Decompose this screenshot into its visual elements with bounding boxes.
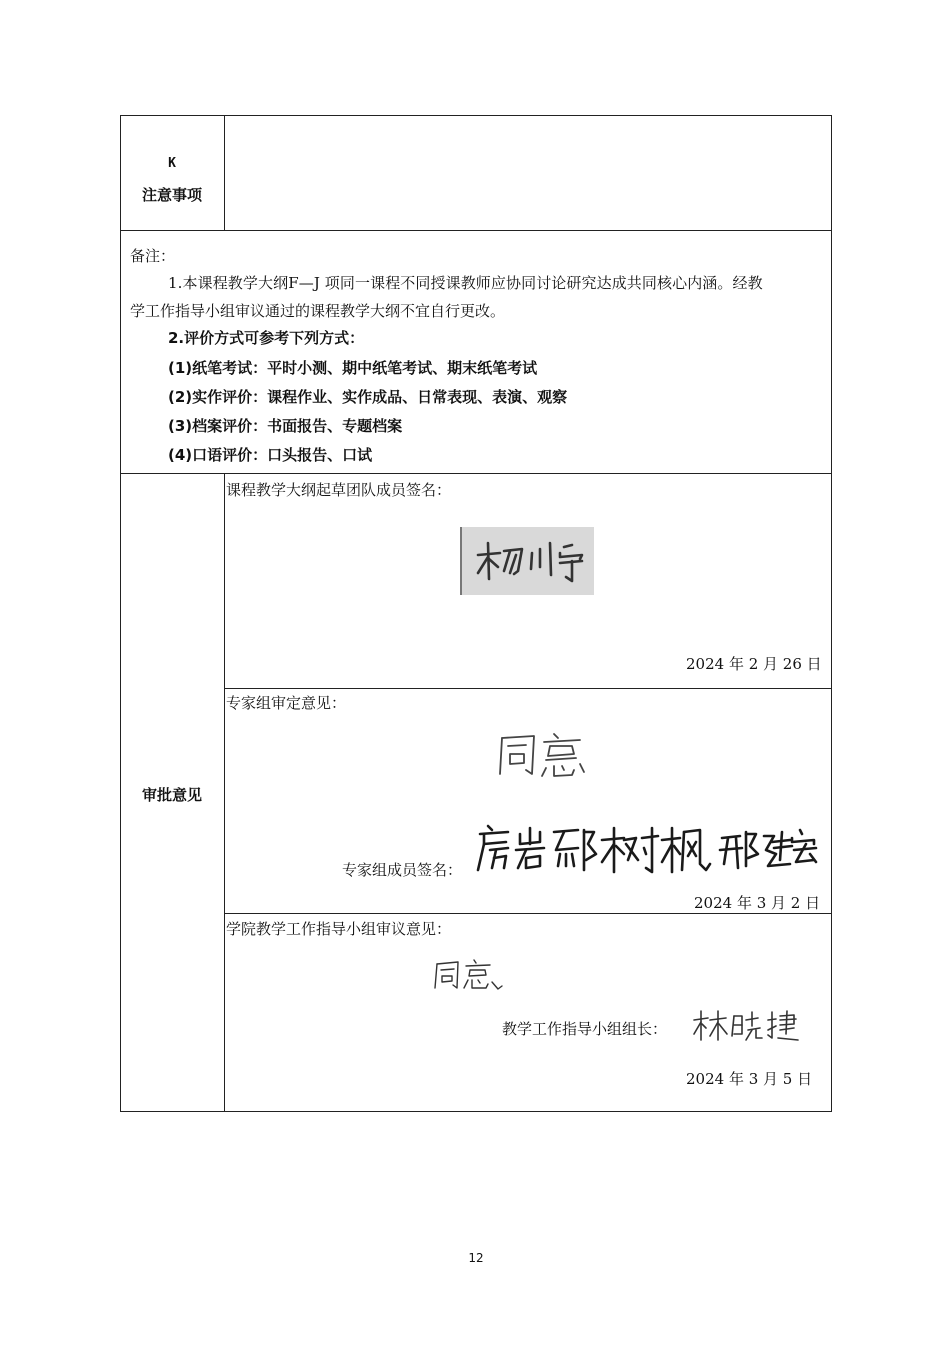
method-item: (2)实作评价：课程作业、实作成品、日常表现、表演、观察 xyxy=(168,388,568,406)
row-divider-2 xyxy=(120,473,832,474)
row-divider-4 xyxy=(224,913,832,914)
table-right-border xyxy=(831,115,832,1112)
remarks-item2: 2.评价方式可参考下列方式： xyxy=(168,329,365,347)
approval-label: 审批意见 xyxy=(141,786,202,804)
drafting-date: 2024 年 2 月 26 日 xyxy=(686,655,822,673)
method-item: (1)纸笔考试：平时小测、期中纸笔考试、期末纸笔考试 xyxy=(168,359,538,377)
method-item: (4)口语评价：口头报告、口试 xyxy=(168,446,373,464)
table-left-border xyxy=(120,115,121,1112)
drafting-team-label: 课程教学大纲起草团队成员签名： xyxy=(226,481,452,499)
expert-members-handwriting xyxy=(474,820,820,880)
method-item: (3)档案评价：书面报告、专题档案 xyxy=(168,417,403,435)
remarks-heading: 备注： xyxy=(130,247,176,265)
approval-divider xyxy=(224,474,225,1112)
table-bottom-border xyxy=(120,1111,832,1112)
remarks-item1-line2: 学工作指导小组审议通过的课程教学大纲不宜自行更改。 xyxy=(130,302,506,320)
drafting-signature-image xyxy=(460,527,594,595)
remarks-item1-line1: 1.本课程教学大纲F—J 项同一课程不同授课教师应协同讨论研究达成共同核心内涵。经教 xyxy=(168,274,763,292)
college-date: 2024 年 3 月 5 日 xyxy=(686,1070,813,1088)
college-leader-label: 教学工作指导小组组长： xyxy=(502,1020,668,1038)
section-k-title: 注意事项 xyxy=(141,186,202,204)
row-divider-1 xyxy=(120,230,832,231)
section-k-content[interactable] xyxy=(225,116,831,230)
expert-members-label: 专家组成员签名： xyxy=(342,861,463,879)
page-number: 12 xyxy=(468,1251,484,1265)
expert-date: 2024 年 3 月 2 日 xyxy=(694,894,821,912)
expert-opinion-handwriting xyxy=(496,730,596,780)
college-opinion-label: 学院教学工作指导小组审议意见： xyxy=(226,920,452,938)
expert-opinion-label: 专家组审定意见： xyxy=(226,694,347,712)
section-k-code: K xyxy=(168,156,176,171)
college-opinion-handwriting xyxy=(432,958,504,992)
row-divider-3 xyxy=(224,688,832,689)
college-leader-handwriting xyxy=(690,1008,802,1044)
